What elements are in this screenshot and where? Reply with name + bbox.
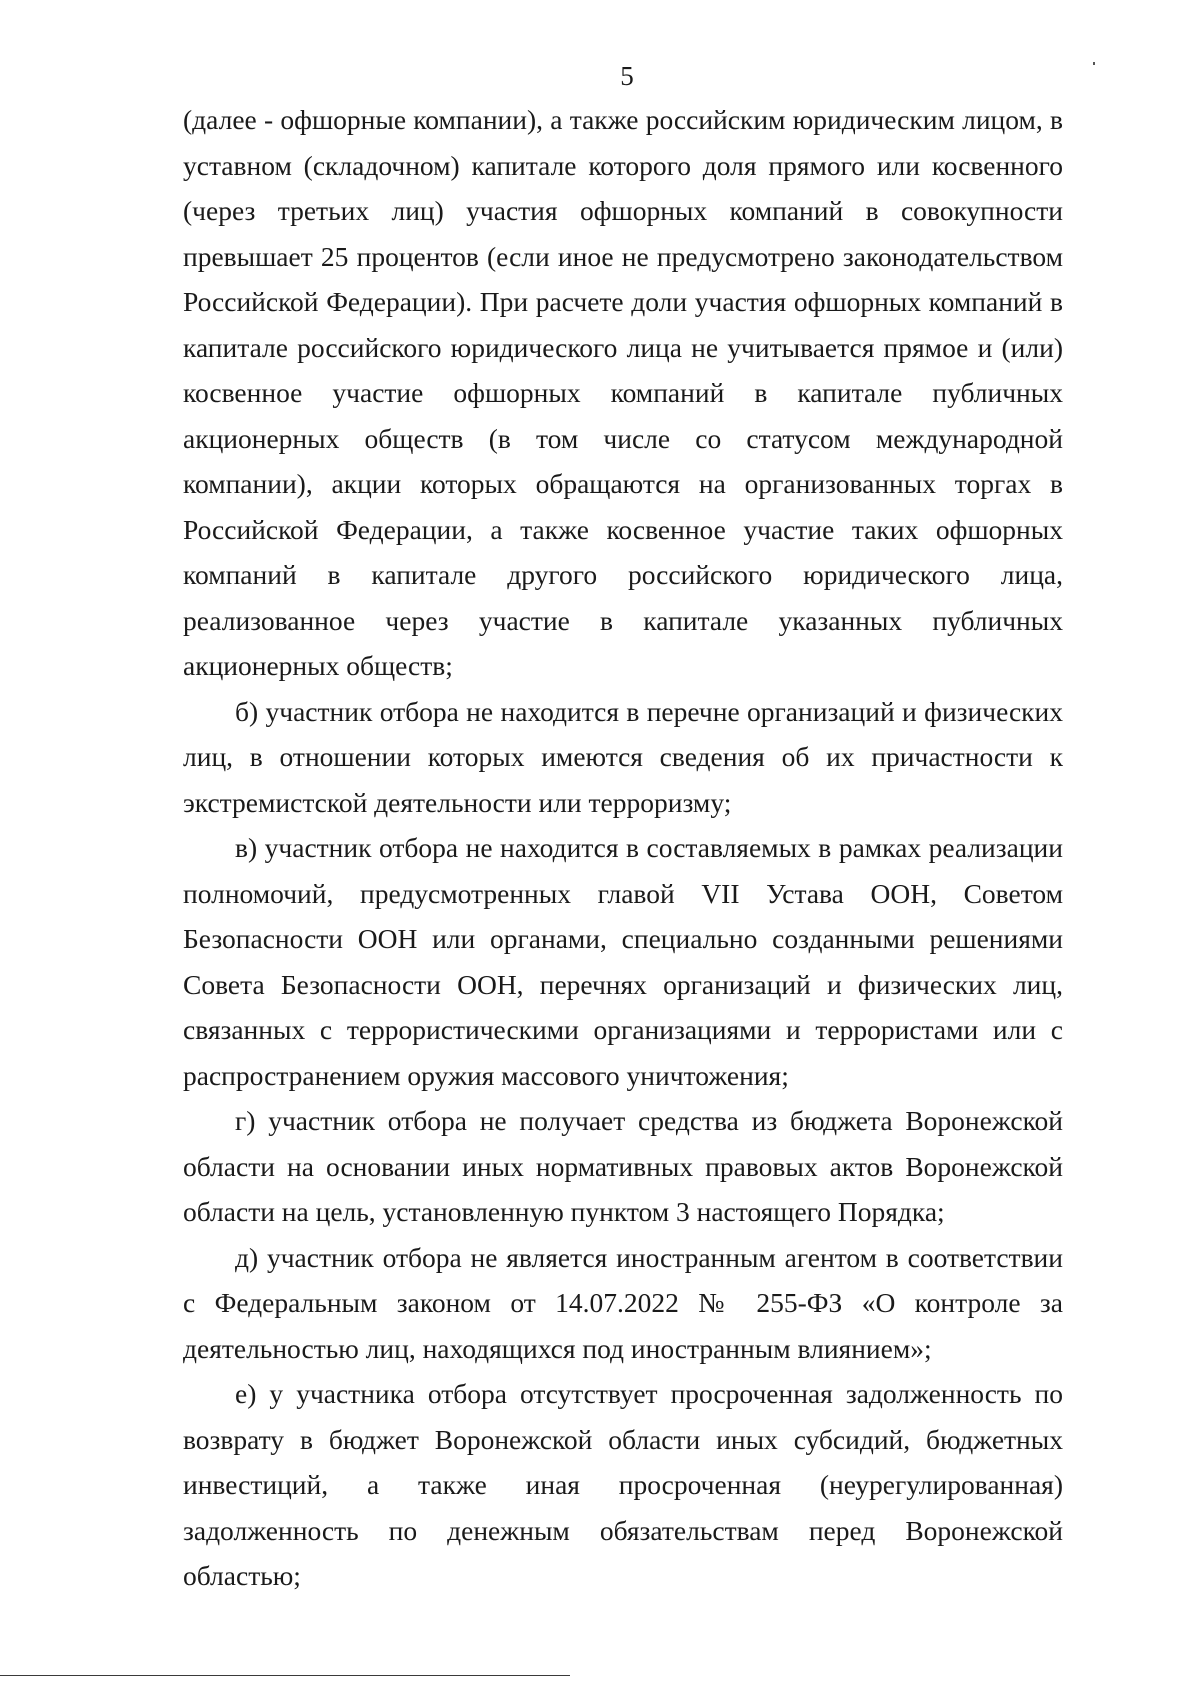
page-number: 5: [620, 61, 634, 91]
paragraph-item-e: е) у участника отбора отсутствует просроченная задолженность по возврату в бюджет Воронежской области иных субсидий, бюджетных инвестиций, а также иная просроченная (неурегулированная) задолженность по денежным обязательствам перед Воронежской областью;: [183, 1378, 1063, 1591]
paragraph-offshore-continuation: (далее - офшорные компании), а также российским юридическим лицом, в уставном (складочном) капитале которого доля прямого или косвенного (через третьих лиц) участия офшорных компаний в совокупности превышает 25 процентов (если иное не предусмотрено законодательством Российской Федерации). При расчете доли участия офшорных компаний в капитале российского юридического лица не учитывается прямое и (или) косвенное участие офшорных компаний в капитале публичных акционерных обществ (в том числе со статусом международной компании), акции которых обращаются на организованных торгах в Российской Федерации, а также косвенное участие таких офшорных компаний в капитале другого российского юридического лица, реализованное через участие в капитале указанных публичных акционерных обществ;: [183, 104, 1063, 681]
paragraph-item-d: д) участник отбора не является иностранным агентом в соответствии с Федеральным законом от 14.07.2022 № 255-ФЗ «О контроле за деятельностью лиц, находящихся под иностранным влиянием»;: [183, 1241, 1063, 1364]
scan-speck: [1093, 62, 1095, 65]
paragraph-item-b: б) участник отбора не находится в перечне организаций и физических лиц, в отношении которых имеются сведения об их причастности к экстремистской деятельности или терроризму;: [183, 695, 1063, 818]
footnote-separator-line: [0, 1675, 570, 1676]
paragraph-item-g: г) участник отбора не получает средства из бюджета Воронежской области на основании иных нормативных правовых актов Воронежской области на цель, установленную пунктом 3 настоящего Порядка;: [183, 1105, 1063, 1227]
paragraph-item-v: в) участник отбора не находится в составляемых в рамках реализации полномочий, предусмотренных главой VII Устава ООН, Советом Безопасности ООН или органами, специально созданными решениями Совета Безопасности ООН, перечнях организаций и физических лиц, связанных с террористическими организациями и террористами или с распространением оружия массового уничтожения;: [183, 832, 1063, 1091]
document-body: [183, 97, 1063, 1599]
